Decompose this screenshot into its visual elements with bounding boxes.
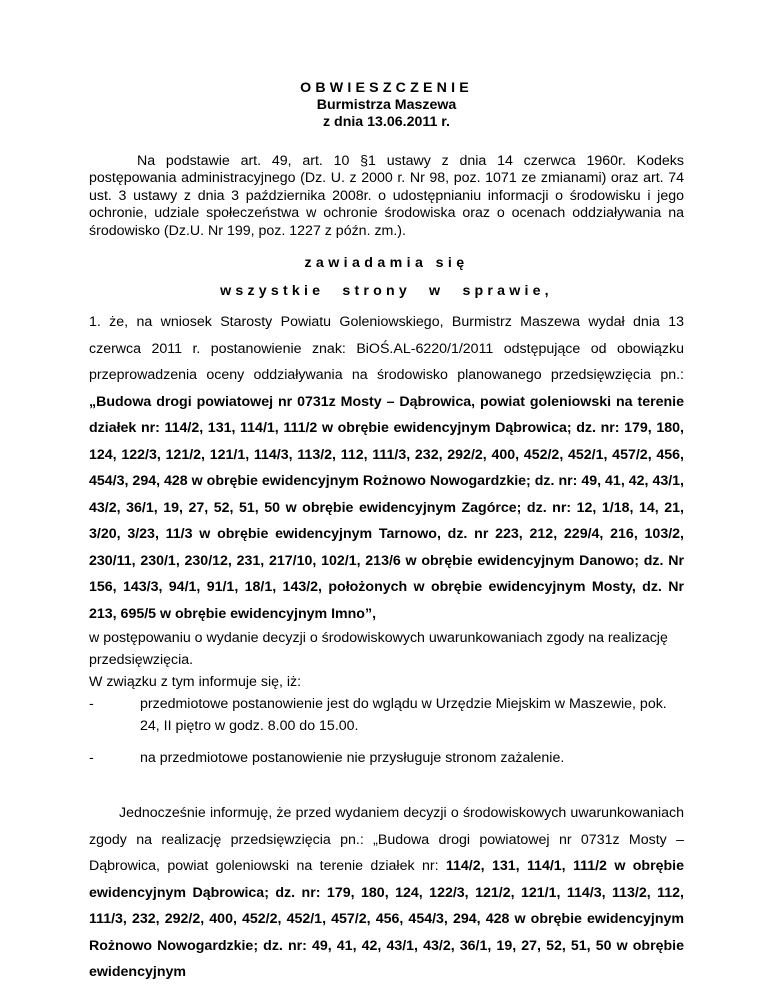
list-dash: - xyxy=(89,696,94,713)
legal-basis-paragraph: Na podstawie art. 49, art. 10 §1 ustawy z dnia 14 czerwca 1960r. Kodeks postępowania administracyjnego (Dz. U. z 2000 r. Nr 98, poz. 1071 ze zmianami) oraz art. 74 ust. 3 ustawy z dnia 3 października 2008r. o udostępnianiu informacji o środowisku i jego ochronie, udziale społeczeństwa w ochronie środowiska oraz o ocenach oddziaływania na środowisko (Dz.U. Nr 199, poz. 1227 z późn. zm.). xyxy=(89,153,684,239)
document-header xyxy=(89,80,684,131)
second-notice-parcels: 114/2, 131, 114/1, 111/2 w obrębie ewidencyjnym Dąbrowica; dz. nr: 179, 180, 124, 122/3, 121/2, 121/1, 114/3, 113/2, 112, 111/3, 232, 292/2, 400, 452/2, 452/1, 457/2, 456, 454/3, 294, 428 w obrębie ewidencyjnym Rożnowo Nowogardzkie; dz. nr: 49, 41, 42, 43/1, 43/2, 36/1, 19, 27, 52, 51, 50 w obrębie ewidencyjnym xyxy=(89,858,684,981)
issuing-authority: Burmistrza Maszewa xyxy=(316,97,457,113)
decision-lead-text: 1. że, na wniosek Starosty Powiatu Goleniowskiego, Burmistrz Maszewa wydał dnia 13 czerwca 2011 r. postanowienie znak: BiOŚ.AL-6220/1/2011 odstępujące od obowiązku przeprowadzenia oceny oddziaływania na środowisko planowanego przedsięwzięcia pn.: xyxy=(89,314,684,384)
project-name: „Budowa drogi powiatowej nr 0731z Mosty – Dąbrowica, powiat goleniowski na terenie działek nr: 114/2, 131, 114/1, 111/2 w obrębie ewidencyjnym Dąbrowica; dz. nr: 179, 180, 124, 122/3, 121/2, 121/1, 114/3, 113/2, 112, 111/3, 232, 292/2, 400, 452/2, 452/1, 457/2, 456, 454/3, 294, 428 w obrębie ewidencyjnym Rożnowo Nowogardzkie; dz. nr: 49, 41, 42, 43/1, 43/2, 36/1, 19, 27, 52, 51, 50 w obrębie ewidencyjnym Zagórce; dz. nr: 12, 1/18, 14, 21, 3/20, 3/23, 11/3 w obrębie ewidencyjnym Tarnowo, dz. nr 223, 212, 229/4, 216, 103/2, 230/11, 230/1, 230/12, 231, 217/10, 102/1, 213/6 w obrębie ewidencyjnym Danowo; dz. Nr 156, 143/3, 94/1, 91/1, 18/1, 143/2, położonych w obrębie ewidencyjnym Mosty, dz. Nr 213, 695/5 w obrębie ewidencyjnym Imno”, xyxy=(89,393,684,622)
list-dash: - xyxy=(89,750,94,767)
decision-paragraph xyxy=(89,309,684,627)
second-notice-paragraph xyxy=(89,800,684,986)
document-page xyxy=(89,80,684,986)
list-item xyxy=(89,693,684,737)
info-intro: W związku z tym informuje się, iż: xyxy=(89,674,302,691)
announcement-line: zawiadamia się xyxy=(304,255,469,272)
addressees-line: wszystkie strony w sprawie, xyxy=(220,283,553,300)
list-item xyxy=(89,747,684,769)
list-item-text: przedmiotowe postanowienie jest do wglądu w Urzędzie Miejskim w Maszewie, pok. 24, II piętro w godz. 8.00 do 15.00. xyxy=(140,696,667,735)
info-list xyxy=(89,693,684,769)
document-title: OBWIESZCZENIE xyxy=(300,80,473,96)
issue-date: z dnia 13.06.2011 r. xyxy=(323,114,450,130)
second-notice-lead: Jednocześnie informuję, że przed wydaniem decyzji o środowiskowych uwarunkowaniach zgody na realizację przedsięwzięcia pn.: „Budowa drogi powiatowej nr 0731z Mosty – Dąbrowica, powiat goleniowski na terenie działek nr: xyxy=(89,805,684,875)
decision-tail-text: w postępowaniu o wydanie decyzji o środowiskowych uwarunkowaniach zgody na realizację przedsięwzięcia. xyxy=(89,630,668,669)
list-item-text: na przedmiotowe postanowienie nie przysługuje stronom zażalenie. xyxy=(140,750,565,767)
